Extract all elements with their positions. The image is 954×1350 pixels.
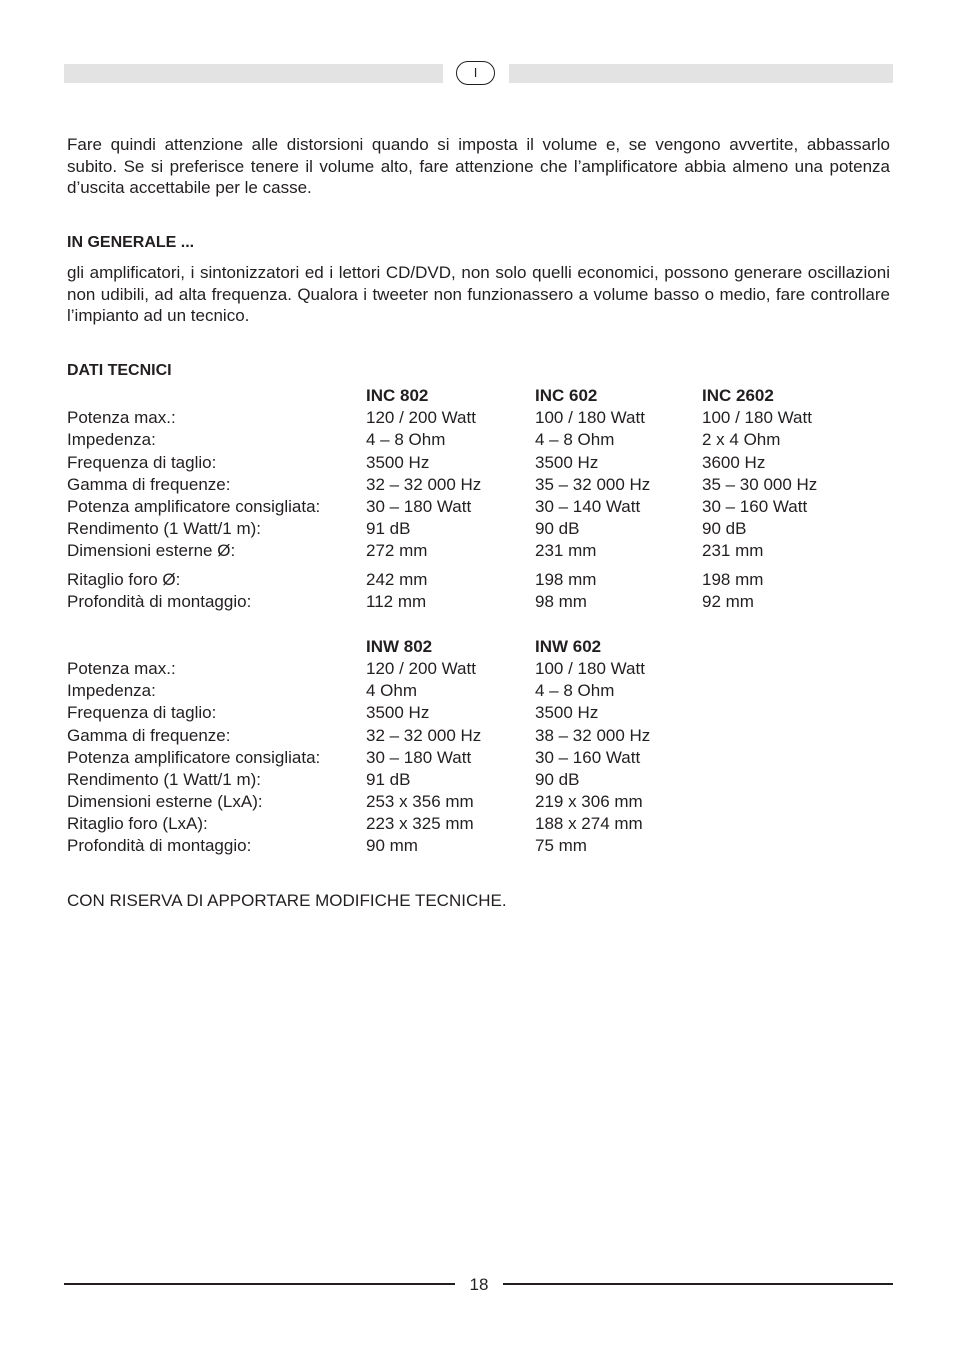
spec-value: 98 mm <box>535 592 587 611</box>
footer-rule-right <box>503 1283 893 1285</box>
spec-value: 2 x 4 Ohm <box>702 430 781 449</box>
spec-label: Potenza max.: <box>67 659 176 678</box>
spec-value: 3500 Hz <box>535 453 599 472</box>
spec-value: 3500 Hz <box>535 703 599 722</box>
spec-value: 231 mm <box>535 541 597 560</box>
spec-value: 30 – 180 Watt <box>366 497 472 516</box>
general-heading: IN GENERALE ... <box>67 234 195 251</box>
spec-value: 219 x 306 mm <box>535 792 643 811</box>
page-number: 18 <box>469 1275 489 1294</box>
spec-value: 100 / 180 Watt <box>702 408 812 427</box>
language-badge: I <box>456 61 495 85</box>
spec-label: Potenza amplificatore consigliata: <box>67 497 321 516</box>
spec-value: 75 mm <box>535 836 587 855</box>
spec-value: 30 – 160 Watt <box>535 748 641 767</box>
spec-value: 32 – 32 000 Hz <box>366 475 482 494</box>
footer-rule-left <box>64 1283 455 1285</box>
spec-value: 198 mm <box>535 570 597 589</box>
spec-label: Impedenza: <box>67 430 156 449</box>
spec-label: Gamma di frequenze: <box>67 475 231 494</box>
model-name: INW 802 <box>366 637 433 656</box>
spec-value: 253 x 356 mm <box>366 792 474 811</box>
spec-value: 30 – 180 Watt <box>366 748 472 767</box>
spec-value: 35 – 32 000 Hz <box>535 475 651 494</box>
spec-value: 100 / 180 Watt <box>535 659 645 678</box>
model-name: INC 802 <box>366 386 429 405</box>
disclaimer-text: CON RISERVA DI APPORTARE MODIFICHE TECNICHE. <box>67 891 507 910</box>
model-name: INW 602 <box>535 637 602 656</box>
spec-value: 272 mm <box>366 541 428 560</box>
model-name: INC 2602 <box>702 386 774 405</box>
spec-value: 35 – 30 000 Hz <box>702 475 818 494</box>
spec-label: Ritaglio foro Ø: <box>67 570 181 589</box>
spec-value: 3500 Hz <box>366 453 430 472</box>
spec-value: 38 – 32 000 Hz <box>535 726 651 745</box>
spec-value: 100 / 180 Watt <box>535 408 645 427</box>
spec-value: 90 dB <box>535 519 580 538</box>
spec-value: 91 dB <box>366 770 411 789</box>
spec-value: 4 Ohm <box>366 681 418 700</box>
specs-heading: DATI TECNICI <box>67 362 172 379</box>
spec-label: Rendimento (1 Watt/1 m): <box>67 770 261 789</box>
spec-value: 198 mm <box>702 570 764 589</box>
spec-value: 92 mm <box>702 592 754 611</box>
spec-label: Rendimento (1 Watt/1 m): <box>67 519 261 538</box>
spec-value: 4 – 8 Ohm <box>535 430 615 449</box>
spec-value: 30 – 140 Watt <box>535 497 641 516</box>
spec-label: Ritaglio foro (LxA): <box>67 814 208 833</box>
spec-label: Potenza max.: <box>67 408 176 427</box>
spec-label: Frequenza di taglio: <box>67 453 217 472</box>
spec-value: 120 / 200 Watt <box>366 408 476 427</box>
spec-label: Dimensioni esterne Ø: <box>67 541 236 560</box>
spec-value: 112 mm <box>366 592 427 611</box>
general-paragraph: gli amplificatori, i sintonizzatori ed i lettori CD/DVD, non solo quelli economici, possono generare oscillazioni non udibili, ad alta frequenza. Qualora i tweeter non funzionassero a volume basso o medio, fare controllare l’impianto ad un tecnico. <box>67 263 890 325</box>
spec-label: Frequenza di taglio: <box>67 703 217 722</box>
spec-value: 30 – 160 Watt <box>702 497 808 516</box>
spec-value: 90 mm <box>366 836 418 855</box>
spec-label: Potenza amplificatore consigliata: <box>67 748 321 767</box>
spec-value: 4 – 8 Ohm <box>366 430 446 449</box>
spec-value: 242 mm <box>366 570 428 589</box>
spec-value: 32 – 32 000 Hz <box>366 726 482 745</box>
spec-label: Impedenza: <box>67 681 156 700</box>
spec-label: Profondità di montaggio: <box>67 592 252 611</box>
spec-value: 3500 Hz <box>366 703 430 722</box>
spec-value: 90 dB <box>702 519 747 538</box>
spec-value: 3600 Hz <box>702 453 766 472</box>
spec-value: 223 x 325 mm <box>366 814 474 833</box>
spec-value: 4 – 8 Ohm <box>535 681 615 700</box>
spec-label: Dimensioni esterne (LxA): <box>67 792 263 811</box>
spec-value: 231 mm <box>702 541 764 560</box>
spec-label: Gamma di frequenze: <box>67 726 231 745</box>
model-name: INC 602 <box>535 386 598 405</box>
spec-label: Profondità di montaggio: <box>67 836 252 855</box>
spec-value: 91 dB <box>366 519 411 538</box>
spec-value: 188 x 274 mm <box>535 814 643 833</box>
spec-value: 120 / 200 Watt <box>366 659 476 678</box>
intro-paragraph: Fare quindi attenzione alle distorsioni quando si imposta il volume e, se vengono avvertite, abbassarlo subito. Se si preferisce tenere il volume alto, fare attenzione che l’amplificatore abbia almeno una potenza d’uscita accettabile per le casse. <box>67 135 890 197</box>
spec-value: 90 dB <box>535 770 580 789</box>
